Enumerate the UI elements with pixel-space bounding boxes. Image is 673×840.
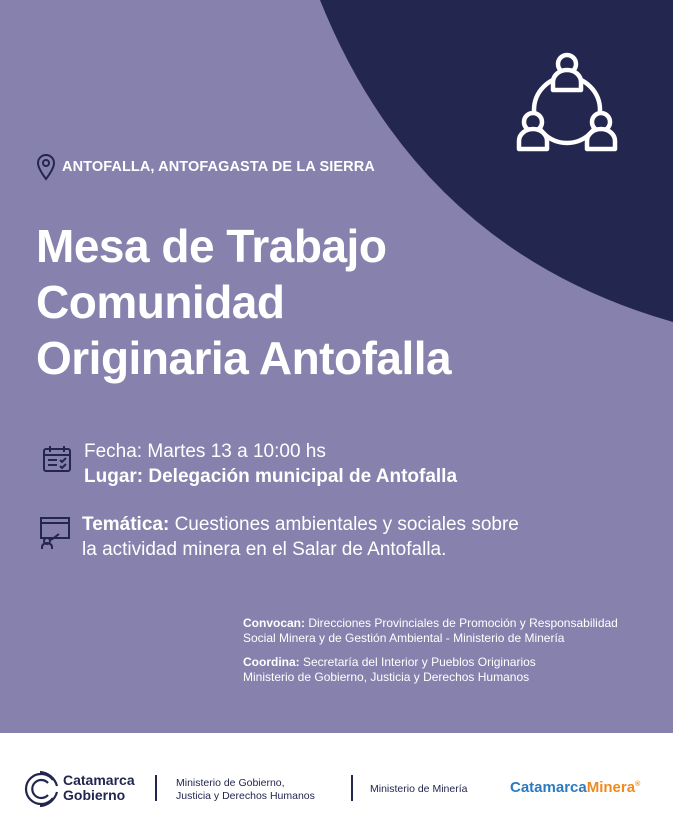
meeting-icon bbox=[514, 52, 620, 156]
logo-line-2: Gobierno bbox=[63, 787, 126, 803]
footer-logos bbox=[0, 733, 673, 840]
theme-label: Temática: bbox=[82, 514, 170, 535]
catamarca-gobierno-logo bbox=[63, 773, 135, 803]
ministry-gobierno-line-2: Justicia y Derechos Humanos bbox=[176, 790, 315, 802]
presentation-board-icon bbox=[39, 516, 71, 550]
calendar-icon bbox=[42, 445, 72, 473]
ministry-gobierno-line-1: Ministerio de Gobierno, bbox=[176, 777, 285, 789]
coordina-paragraph bbox=[243, 655, 618, 685]
theme-text-2: la actividad minera en el Salar de Antofalla. bbox=[82, 539, 447, 560]
title-line-3: Originaria Antofalla bbox=[36, 332, 452, 384]
footer-divider bbox=[351, 775, 353, 801]
ministry-gobierno bbox=[176, 777, 315, 803]
ministry-mineria: Ministerio de Minería bbox=[370, 783, 468, 795]
logo-line-1: Catamarca bbox=[63, 772, 135, 788]
convocan-text-1: Direcciones Provinciales de Promoción y Responsabilidad bbox=[305, 616, 618, 630]
footer-divider bbox=[155, 775, 157, 801]
title-line-2: Comunidad bbox=[36, 276, 285, 328]
title-line-1: Mesa de Trabajo bbox=[36, 220, 387, 272]
catamarca-c-logo bbox=[21, 770, 59, 808]
event-place: Lugar: Delegación municipal de Antofalla bbox=[84, 466, 458, 487]
catamarca-minera-logo bbox=[510, 779, 640, 796]
location-line bbox=[36, 153, 375, 181]
event-title bbox=[36, 218, 451, 386]
location-text: ANTOFALLA, ANTOFAGASTA DE LA SIERRA bbox=[62, 159, 375, 175]
coordina-label: Coordina: bbox=[243, 655, 300, 669]
event-date: Fecha: Martes 13 a 10:00 hs bbox=[84, 441, 326, 462]
convocan-paragraph bbox=[243, 616, 618, 646]
theme-text-1: Cuestiones ambientales y sociales sobre bbox=[169, 514, 519, 535]
credits-block bbox=[243, 616, 618, 694]
theme-block bbox=[82, 512, 519, 562]
convocan-label: Convocan: bbox=[243, 616, 306, 630]
brand-part-2: Minera bbox=[586, 779, 636, 796]
convocan-text-2: Social Minera y de Gestión Ambiental - Ministerio de Minería bbox=[243, 631, 565, 645]
brand-part-1: Catamarca bbox=[510, 779, 587, 796]
coordina-text-1: Secretaría del Interior y Pueblos Originarios bbox=[299, 655, 536, 669]
registered-mark: ® bbox=[635, 781, 641, 788]
coordina-text-2: Ministerio de Gobierno, Justicia y Derechos Humanos bbox=[243, 670, 530, 684]
location-pin-icon bbox=[36, 153, 56, 181]
date-place-block bbox=[84, 439, 457, 489]
